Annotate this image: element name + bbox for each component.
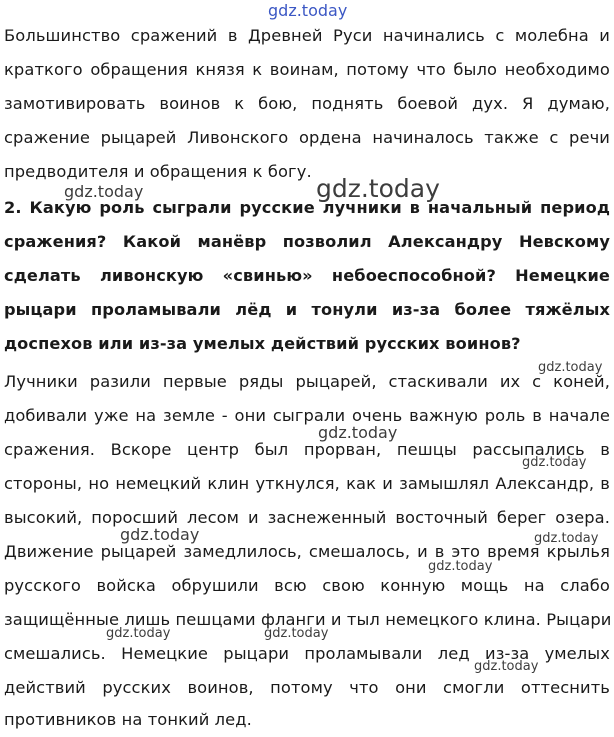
answer-line: смешались. Немецкие рыцари проламывали лед из-за умелых xyxy=(4,644,610,663)
intro-line: замотивировать воинов к бою, поднять боевой дух. Я думаю, xyxy=(4,94,610,113)
watermark: gdz.today xyxy=(522,455,587,470)
watermark: gdz.today xyxy=(428,559,493,574)
answer-line: русского войска обрушили всю свою конную мощь на слабо xyxy=(4,576,610,595)
watermark: gdz.today xyxy=(268,1,348,20)
answer-line: действий русских воинов, потому что они смогли оттеснить xyxy=(4,678,610,697)
watermark: gdz.today xyxy=(534,531,599,546)
question-line: доспехов или из-за умелых действий русских воинов? xyxy=(4,334,521,353)
watermark: gdz.today xyxy=(120,525,200,544)
answer-line: стороны, но немецкий клин уткнулся, как и замышлял Александр, в xyxy=(4,474,610,493)
answer-line: Лучники разили первые ряды рыцарей, стаскивали их с коней, xyxy=(4,372,610,391)
watermark: gdz.today xyxy=(316,174,440,203)
answer-line: высокий, поросший лесом и заснеженный восточный берег озера. xyxy=(4,508,610,527)
intro-line: Большинство сражений в Древней Руси начинались с молебна и xyxy=(4,26,610,45)
watermark: gdz.today xyxy=(318,423,398,442)
watermark: gdz.today xyxy=(538,360,603,375)
intro-line: краткого обращения князя к воинам, потому что было необходимо xyxy=(4,60,610,79)
watermark: gdz.today xyxy=(474,659,539,674)
answer-line: добивали уже на земле - они сыграли очень важную роль в начале xyxy=(4,406,610,425)
question-line: сделать ливонскую «свинью» небоеспособной? Немецкие xyxy=(4,266,610,285)
answer-line: сражения. Вскоре центр был прорван, пешцы рассыпались в xyxy=(4,440,610,459)
question-line: 2. Какую роль сыграли русские лучники в начальный период xyxy=(4,198,610,217)
answer-line: защищённые лишь пешцами фланги и тыл немецкого клина. Рыцари xyxy=(4,610,612,629)
watermark: gdz.today xyxy=(64,182,144,201)
intro-line: сражение рыцарей Ливонского ордена начиналось также с речи xyxy=(4,128,610,147)
question-line: рыцари проламывали лёд и тонули из-за более тяжёлых xyxy=(4,300,610,319)
watermark: gdz.today xyxy=(264,626,329,641)
intro-line: предводителя и обращения к богу. xyxy=(4,162,312,181)
answer-line: противников на тонкий лед. xyxy=(4,710,252,729)
answer-line: Движение рыцарей замедлилось, смешалось, и в это время крылья xyxy=(4,542,610,561)
watermark: gdz.today xyxy=(106,626,171,641)
question-line: сражения? Какой манёвр позволил Александру Невскому xyxy=(4,232,610,251)
